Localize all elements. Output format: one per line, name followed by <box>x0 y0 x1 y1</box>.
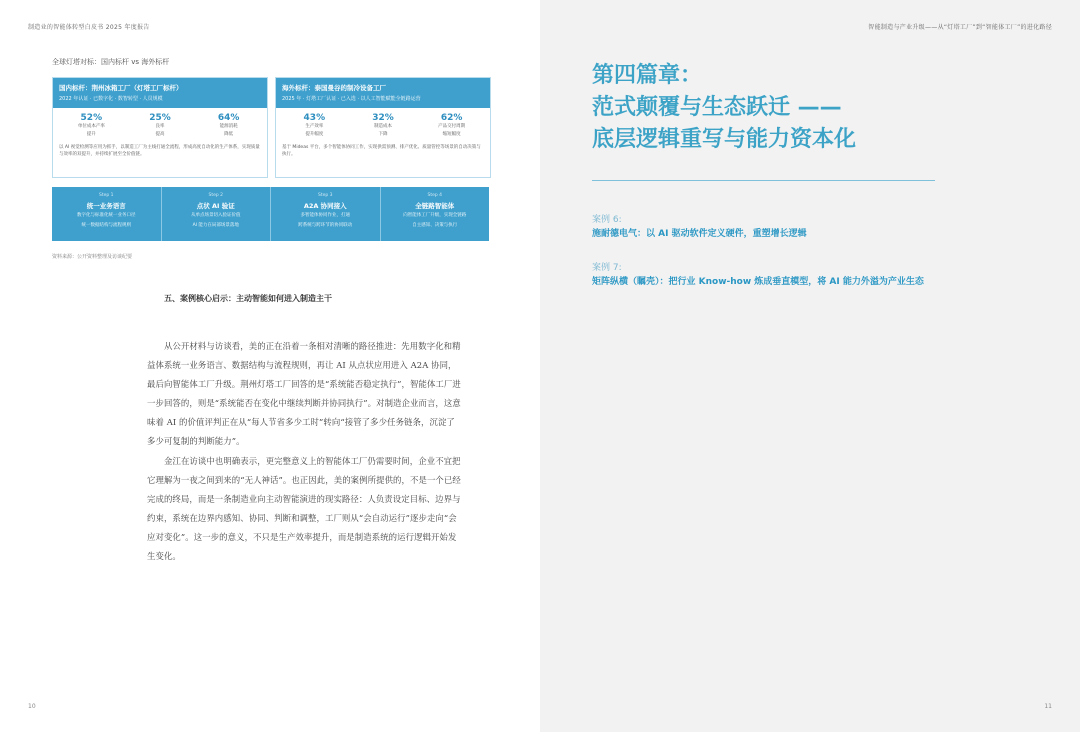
domestic-stat <box>199 113 259 138</box>
overseas-stat <box>284 113 344 138</box>
pillar-kicker: Step 1 <box>98 193 114 198</box>
stat-label: 下降 <box>378 131 388 137</box>
chapter-title <box>592 60 952 156</box>
pillar <box>381 187 490 241</box>
chapter-divider <box>592 180 935 181</box>
chapter-title-line: 第四篇章： <box>592 63 703 88</box>
overseas-card-header <box>276 78 490 108</box>
overseas-benchmark-card <box>275 77 491 178</box>
chapter-title-line: 范式颠覆与生态跃迁 —— <box>592 95 842 120</box>
domestic-card-subtitle: 2022 年认证 · 已数字化 · 数智转型 · 人员规模 <box>59 96 163 102</box>
chapter-title-line: 底层逻辑重写与能力资本化 <box>592 127 857 152</box>
pillar-desc: AI 能力在局部场景落地 <box>192 222 239 228</box>
path-pillars-bar <box>52 187 489 241</box>
domestic-stat <box>130 113 190 138</box>
stat-label: 降低 <box>224 131 234 137</box>
pillar-title: A2A 协同接入 <box>303 202 347 210</box>
pillar <box>162 187 272 241</box>
domestic-benchmark-card <box>52 77 268 178</box>
page-number-left: 10 <box>28 703 36 710</box>
pillar-title: 统一业务语言 <box>86 202 126 210</box>
stat-label: 单位成本产率 <box>77 124 105 129</box>
overseas-stat <box>422 113 482 138</box>
pillar-desc: 自主感知、决策与执行 <box>412 222 458 228</box>
pillar-desc: 跨系统与跨环节的协同联动 <box>298 222 353 228</box>
case-title: 施耐德电气：以 AI 驱动软件定义硬件，重塑增长逻辑 <box>592 229 807 239</box>
pillar-kicker: Step 4 <box>427 193 443 198</box>
pillar-title: 点状 AI 验证 <box>196 202 235 210</box>
running-header-right: 智能制造与产业升级——从“灯塔工厂”到“智能体工厂”的进化路径 <box>868 24 1052 31</box>
overseas-stats <box>276 108 490 138</box>
domestic-card-note: 以 AI 视觉检测等应用为抓手，以制造工厂为主线打通全流程，形成高度自动化的生产体系，实现质量与效率的双提升，并持续扩展至全价值链。 <box>59 145 260 157</box>
overseas-card-note: 基于 Mideas 平台，多个智能体协同工作，实现供需预测、排产优化、质量管控等场景的自动决策与执行。 <box>282 145 481 157</box>
stat-label: 制造成本 <box>373 124 392 129</box>
stat-value: 32% <box>372 113 394 123</box>
stat-value: 64% <box>217 113 240 123</box>
domestic-card-header <box>53 78 267 108</box>
stat-value: 62% <box>440 113 463 123</box>
domestic-stat <box>61 113 121 138</box>
running-header-left: 制造业的智能体转型白皮书 2025 年度报告 <box>28 24 150 31</box>
pillar-desc: 从单点场景切入验证价值 <box>191 213 241 218</box>
stat-label: 提高 <box>155 131 165 137</box>
pillar-desc: 多智能体协同作业，打通 <box>300 213 350 218</box>
section-title: 五、案例核心启示：主动智能如何进入制造主干 <box>164 294 332 303</box>
page-number-right: 11 <box>1044 703 1052 710</box>
pillar-kicker: Step 2 <box>208 193 224 198</box>
stat-label: 产品交付周期 <box>438 124 466 129</box>
stat-label: 生产效率 <box>305 124 324 129</box>
domestic-stats <box>53 108 267 138</box>
stat-label: 提升 <box>86 131 96 137</box>
pillar-desc: 向智能体工厂升级，实现全链路 <box>403 213 467 218</box>
pillar <box>271 187 381 241</box>
stat-value: 43% <box>303 113 326 123</box>
pillar-desc: 数字化与标准化统一业务口径 <box>77 213 136 218</box>
pillar-desc: 统一数据结构与流程规则 <box>81 222 131 228</box>
overseas-card-subtitle: 2025 年 · 灯塔工厂认证 · 已入选 · 以人工智能赋能全链路运营 <box>282 96 421 102</box>
stat-label: 提升幅度 <box>305 131 324 137</box>
stat-value: 52% <box>80 113 103 123</box>
case-kicker: 案例 6: <box>592 215 622 225</box>
figure-source: 资料来源：公开资料整理及访谈纪要 <box>52 254 133 260</box>
case-kicker: 案例 7: <box>592 263 622 273</box>
figure-title: 全球灯塔对标：国内标杆 vs 海外标杆 <box>52 58 170 66</box>
pillar-title: 全链路智能体 <box>415 202 455 210</box>
overseas-card-title: 海外标杆：泰国曼谷的制冷设备工厂 <box>282 84 386 92</box>
stat-label: 缩短幅度 <box>442 131 461 137</box>
pillar-kicker: Step 3 <box>317 193 333 198</box>
stat-value: 25% <box>149 113 171 123</box>
pillar <box>52 187 162 241</box>
stat-label: 能源消耗 <box>219 124 238 129</box>
overseas-stat <box>353 113 413 138</box>
case-title: 矩阵纵横（瞩壳）：把行业 Know-how 炼成垂直模型，将 AI 能力外溢为产业生态 <box>592 277 924 287</box>
domestic-card-title: 国内标杆：荆州冰箱工厂（灯塔工厂标杆） <box>59 84 183 92</box>
stat-label: 良率 <box>155 124 165 129</box>
body-paragraph: 金江在访谈中也明确表示，更完整意义上的智能体工厂仍需要时间，企业不宜把它理解为一夜之间到来的“无人神话”。也正因此，美的案例所提供的，不是一个已经完成的终局，而是一条制造业向主动智能演进的现实路径：人负责设定目标、边界与约束，系统在边界内感知、协同、判断和调整，工厂则从“会自动运行”逐步走向“会应对变化”。这一步的意义，不只是生产效率提升，而是制造系统的运行逻辑开始发生变化。 <box>147 456 461 561</box>
body-paragraph: 从公开材料与访谈看，美的正在沿着一条相对清晰的路径推进：先用数字化和精益体系统一业务语言、数据结构与流程规则，再让 AI 从点状应用进入 A2A 协同，最后向智能体工厂升级。荆州灯塔工厂回答的是“系统能否稳定执行”，智能体工厂进一步回答的，则是“系统能否在变化中继续判断并协同执行”。对制造企业而言，这意味着 AI 的价值评判正在从“每人节省多少工时”转向“接管了多少任务链条，沉淀了多少可复制的判断能力”。 <box>147 341 461 446</box>
